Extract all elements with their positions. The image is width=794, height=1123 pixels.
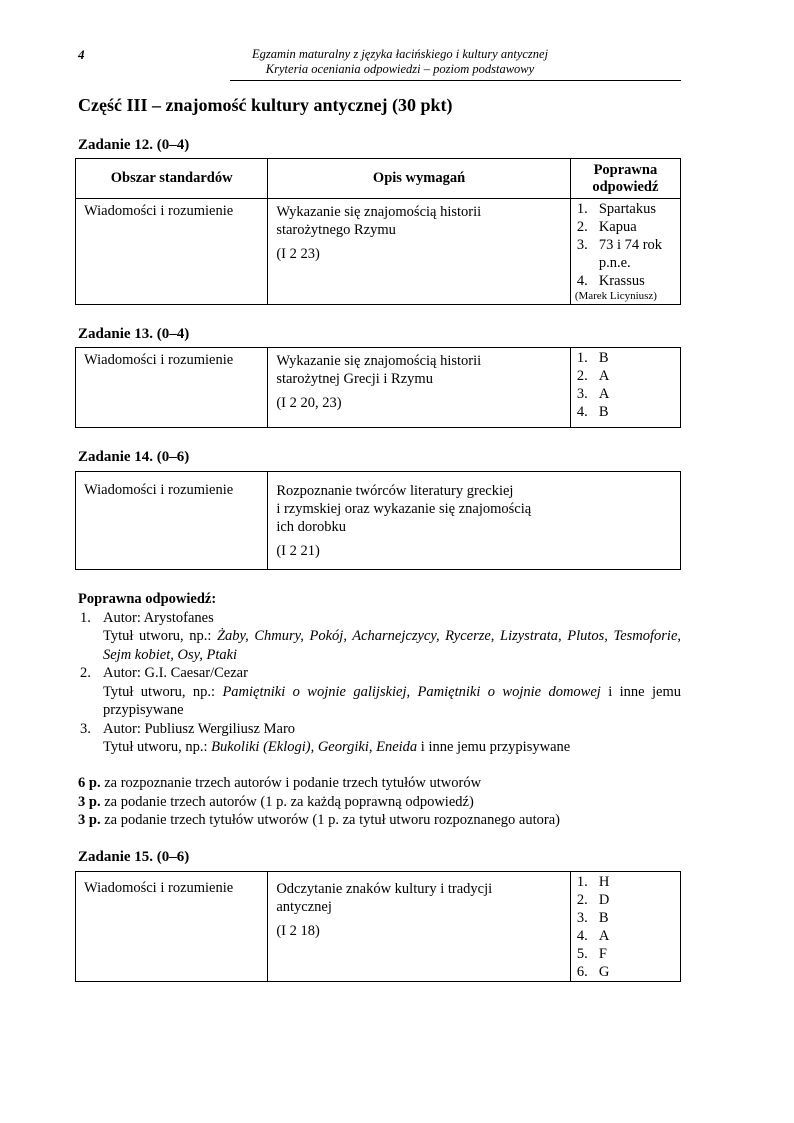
task-12-area: Wiadomości i rozumienie xyxy=(76,199,268,305)
task-13-code: (I 2 20, 23) xyxy=(276,395,342,411)
task-15-desc: Odczytanie znaków kultury i tradycji antycznej xyxy=(276,881,493,915)
task-12-header-row xyxy=(76,159,681,199)
task-14-desc-line-1: Rozpoznanie twórców literatury greckiej xyxy=(276,483,514,499)
answer-item: 5. F xyxy=(576,946,607,962)
works-line: Tytuł utworu, np.: Bukoliki (Eklogi), Georgiki, Eneida i inne jemu przypisywane xyxy=(103,739,571,755)
task-13-answers xyxy=(571,348,680,421)
task-13-answer-cell xyxy=(570,348,680,428)
task-14-desc-cell xyxy=(268,472,681,570)
task-14-table xyxy=(75,471,681,570)
task-15-area: Wiadomości i rozumienie xyxy=(76,872,268,982)
answer-item: 4. A xyxy=(576,928,610,944)
answer-item: 2. Kapua xyxy=(576,219,637,235)
scoring-line: 3 p. za podanie trzech tytułów utworów (1 p. za tytuł utworu rozpoznanego autora) xyxy=(78,812,560,828)
scoring-line: 3 p. za podanie trzech autorów (1 p. za każdą poprawną odpowiedź) xyxy=(78,793,474,810)
scoring-line: 6 p. za rozpoznanie trzech autorów i podanie trzech tytułów utworów xyxy=(78,775,482,791)
header-line-1: Egzamin maturalny z języka łacińskiego i kultury antycznej xyxy=(251,47,549,61)
author-line: Autor: Arystofanes xyxy=(103,609,214,626)
task-14-desc-line-3: ich dorobku xyxy=(276,519,346,535)
correct-answer-item: 2. Autor: G.I. Caesar/Cezar Tytuł utworu, np.: Pamiętniki o wojnie galijskiej, Pamiętniki o wojnie domowej i inne jemu przypisywane xyxy=(80,665,681,718)
task-12-desc: Wykazanie się znajomością historii starożytnego Rzymu xyxy=(276,204,482,238)
task-14-code: (I 2 21) xyxy=(276,543,320,559)
scoring-section xyxy=(78,774,560,830)
task-12-code: (I 2 23) xyxy=(276,246,320,262)
header-line-2: Kryteria oceniania odpowiedzi – poziom podstawowy xyxy=(265,62,535,76)
answer-item: 3. A xyxy=(576,386,610,402)
page-header xyxy=(200,47,600,77)
answer-item: 1. B xyxy=(576,350,609,366)
task-15-table xyxy=(75,871,681,982)
correct-answer-item: 1. Autor: Arystofanes Tytuł utworu, np.: Żaby, Chmury, Pokój, Acharnejczycy, Rycerze, Lizystrata, Plutos, Tesmoforie, Sejm kobiet, Osy, Ptaki xyxy=(80,609,682,663)
task-12-answer-cell xyxy=(570,199,680,305)
works-line: Tytuł utworu, np.: Żaby, Chmury, Pokój, Acharnejczycy, Rycerze, Lizystrata, Plutos, Tesmoforie, Sejm kobiet, Osy, Ptaki xyxy=(103,628,682,663)
answer-item: 2. D xyxy=(576,892,610,908)
task-12-desc-cell xyxy=(268,199,571,305)
task-12-answers xyxy=(571,199,680,290)
part-title: Część III – znajomość kultury antycznej (30 pkt) xyxy=(78,95,453,115)
task-13-desc: Wykazanie się znajomością historii starożytnej Grecji i Rzymu xyxy=(276,353,482,387)
author-line: Autor: Publiusz Wergiliusz Maro xyxy=(103,720,296,737)
task-12-row xyxy=(76,199,681,305)
answer-item: 3. 73 i 74 rok p.n.e. xyxy=(576,237,663,271)
task-13-row xyxy=(76,348,681,428)
task-15-title: Zadanie 15. (0–6) xyxy=(78,849,190,865)
answer-item: 4. B xyxy=(576,404,609,420)
answer-item: 4. Krassus xyxy=(576,273,645,289)
answer-item: 2. A xyxy=(576,368,610,384)
task-15-answers xyxy=(571,872,680,981)
correct-answer-label: Poprawna odpowiedź: xyxy=(78,591,217,607)
header-rule xyxy=(230,80,681,81)
col-header-desc: Opis wymagań xyxy=(268,159,571,199)
task-15-code: (I 2 18) xyxy=(276,923,320,939)
task-14-row xyxy=(76,472,681,570)
correct-answer-section xyxy=(78,590,681,757)
task-12-note: (Marek Licyniusz) xyxy=(574,290,657,302)
task-12-table xyxy=(75,158,681,305)
task-15-row xyxy=(76,872,681,982)
author-line: Autor: G.I. Caesar/Cezar xyxy=(103,665,248,681)
task-14-title: Zadanie 14. (0–6) xyxy=(78,449,190,465)
task-15-answer-cell xyxy=(570,872,680,982)
correct-answer-item: 3. Autor: Publiusz Wergiliusz Maro Tytuł utworu, np.: Bukoliki (Eklogi), Georgiki, Eneida i inne jemu przypisywane xyxy=(78,720,681,757)
task-13-table xyxy=(75,347,681,428)
answer-item: 6. G xyxy=(576,964,610,980)
answer-item: 1. H xyxy=(576,874,610,890)
task-14-desc-line-2: i rzymskiej oraz wykazanie się znajomością xyxy=(276,501,532,517)
task-12-title: Zadanie 12. (0–4) xyxy=(78,137,190,153)
col-header-answer: Poprawna odpowiedź xyxy=(570,159,680,199)
task-15-desc-cell xyxy=(268,872,571,982)
task-13-title: Zadanie 13. (0–4) xyxy=(78,326,190,342)
task-13-desc-cell xyxy=(268,348,571,428)
task-13-area: Wiadomości i rozumienie xyxy=(76,348,268,428)
page-number: 4 xyxy=(78,47,85,62)
task-14-area: Wiadomości i rozumienie xyxy=(76,472,268,570)
works-line: Tytuł utworu, np.: Pamiętniki o wojnie galijskiej, Pamiętniki o wojnie domowej i inne jemu przypisywane xyxy=(103,683,681,718)
col-header-area: Obszar standardów xyxy=(76,159,268,199)
answer-item: 1. Spartakus xyxy=(576,201,656,217)
answer-item: 3. B xyxy=(576,910,609,926)
